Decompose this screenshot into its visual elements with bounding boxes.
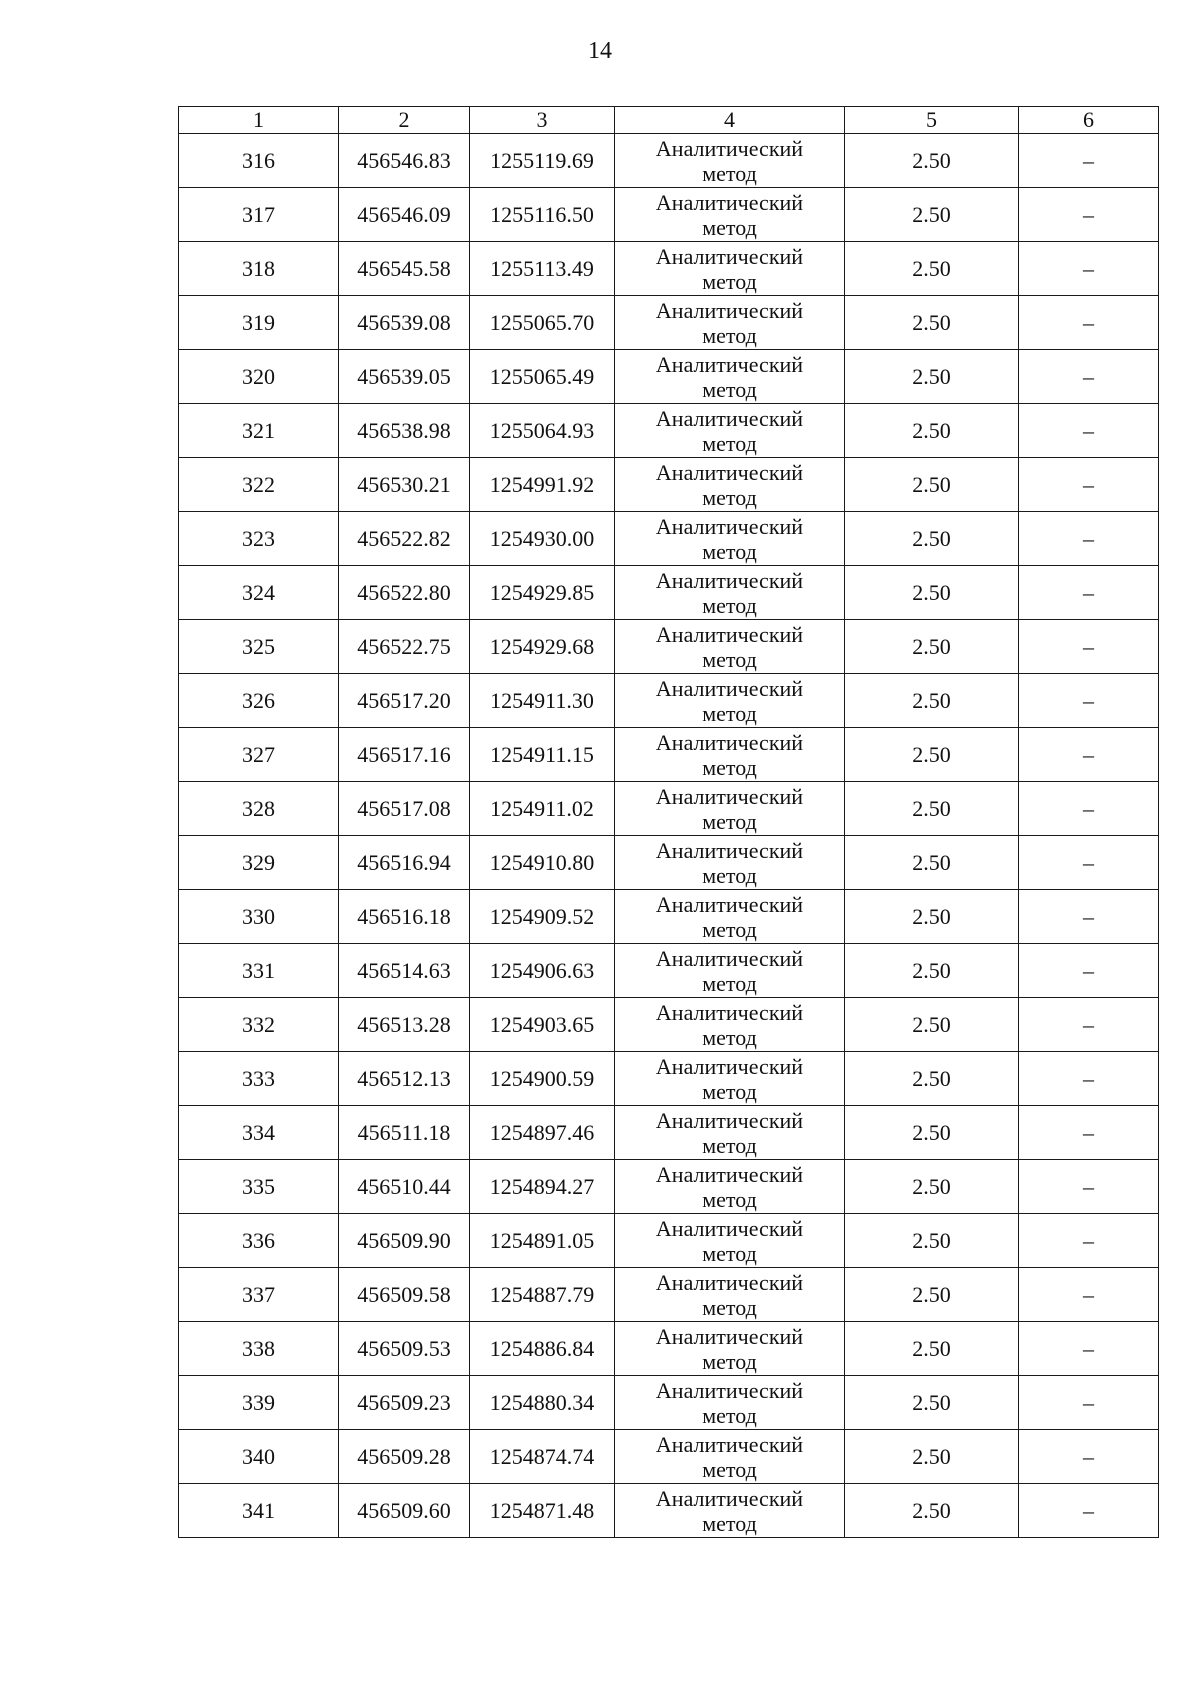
y-coordinate-cell: 1254900.59 bbox=[470, 1052, 615, 1106]
x-coordinate-cell: 456517.16 bbox=[339, 728, 470, 782]
table-row bbox=[179, 404, 1159, 458]
table-row bbox=[179, 1160, 1159, 1214]
y-coordinate-cell: 1255065.70 bbox=[470, 296, 615, 350]
y-coordinate-cell: 1254929.68 bbox=[470, 620, 615, 674]
point-number-cell: 335 bbox=[179, 1160, 339, 1214]
accuracy-cell: 2.50 bbox=[845, 350, 1019, 404]
point-number-cell: 322 bbox=[179, 458, 339, 512]
accuracy-cell: 2.50 bbox=[845, 1268, 1019, 1322]
note-cell: – bbox=[1019, 944, 1159, 998]
method-cell bbox=[615, 1052, 845, 1106]
x-coordinate-cell: 456510.44 bbox=[339, 1160, 470, 1214]
method-cell bbox=[615, 1430, 845, 1484]
method-cell bbox=[615, 944, 845, 998]
point-number-cell: 336 bbox=[179, 1214, 339, 1268]
method-line-2: метод bbox=[702, 970, 757, 996]
note-cell: – bbox=[1019, 1160, 1159, 1214]
x-coordinate-cell: 456538.98 bbox=[339, 404, 470, 458]
accuracy-cell: 2.50 bbox=[845, 836, 1019, 890]
method-cell bbox=[615, 1106, 845, 1160]
method-line-1: Аналитический bbox=[655, 1431, 804, 1457]
x-coordinate-cell: 456514.63 bbox=[339, 944, 470, 998]
method-line-1: Аналитический bbox=[655, 1269, 804, 1295]
y-coordinate-cell: 1254911.30 bbox=[470, 674, 615, 728]
method-cell bbox=[615, 620, 845, 674]
method-line-2: метод bbox=[702, 916, 757, 942]
note-cell: – bbox=[1019, 350, 1159, 404]
table-row bbox=[179, 296, 1159, 350]
y-coordinate-cell: 1254929.85 bbox=[470, 566, 615, 620]
column-header: 2 bbox=[339, 107, 470, 134]
note-cell: – bbox=[1019, 1268, 1159, 1322]
column-header: 6 bbox=[1019, 107, 1159, 134]
accuracy-cell: 2.50 bbox=[845, 782, 1019, 836]
column-header: 3 bbox=[470, 107, 615, 134]
note-cell: – bbox=[1019, 1484, 1159, 1538]
table-header-row bbox=[179, 107, 1159, 134]
y-coordinate-cell: 1254880.34 bbox=[470, 1376, 615, 1430]
point-number-cell: 333 bbox=[179, 1052, 339, 1106]
method-line-2: метод bbox=[702, 1024, 757, 1050]
x-coordinate-cell: 456522.82 bbox=[339, 512, 470, 566]
method-line-1: Аналитический bbox=[655, 459, 804, 485]
table-body bbox=[179, 134, 1159, 1538]
method-line-1: Аналитический bbox=[655, 351, 804, 377]
table-row bbox=[179, 1484, 1159, 1538]
x-coordinate-cell: 456509.60 bbox=[339, 1484, 470, 1538]
x-coordinate-cell: 456517.20 bbox=[339, 674, 470, 728]
method-line-1: Аналитический bbox=[655, 567, 804, 593]
table-row bbox=[179, 836, 1159, 890]
x-coordinate-cell: 456517.08 bbox=[339, 782, 470, 836]
note-cell: – bbox=[1019, 1430, 1159, 1484]
method-cell bbox=[615, 566, 845, 620]
point-number-cell: 339 bbox=[179, 1376, 339, 1430]
table-row bbox=[179, 1430, 1159, 1484]
method-line-2: метод bbox=[702, 430, 757, 456]
x-coordinate-cell: 456539.08 bbox=[339, 296, 470, 350]
accuracy-cell: 2.50 bbox=[845, 998, 1019, 1052]
note-cell: – bbox=[1019, 782, 1159, 836]
point-number-cell: 327 bbox=[179, 728, 339, 782]
note-cell: – bbox=[1019, 890, 1159, 944]
accuracy-cell: 2.50 bbox=[845, 242, 1019, 296]
accuracy-cell: 2.50 bbox=[845, 1376, 1019, 1430]
method-cell bbox=[615, 890, 845, 944]
table-row bbox=[179, 728, 1159, 782]
table-row bbox=[179, 512, 1159, 566]
method-cell bbox=[615, 782, 845, 836]
method-cell bbox=[615, 512, 845, 566]
point-number-cell: 325 bbox=[179, 620, 339, 674]
note-cell: – bbox=[1019, 404, 1159, 458]
note-cell: – bbox=[1019, 188, 1159, 242]
note-cell: – bbox=[1019, 620, 1159, 674]
x-coordinate-cell: 456522.75 bbox=[339, 620, 470, 674]
method-cell bbox=[615, 1376, 845, 1430]
method-line-1: Аналитический bbox=[655, 135, 804, 161]
accuracy-cell: 2.50 bbox=[845, 890, 1019, 944]
accuracy-cell: 2.50 bbox=[845, 458, 1019, 512]
x-coordinate-cell: 456522.80 bbox=[339, 566, 470, 620]
note-cell: – bbox=[1019, 998, 1159, 1052]
accuracy-cell: 2.50 bbox=[845, 1430, 1019, 1484]
note-cell: – bbox=[1019, 566, 1159, 620]
method-line-1: Аналитический bbox=[655, 837, 804, 863]
point-number-cell: 338 bbox=[179, 1322, 339, 1376]
method-line-2: метод bbox=[702, 1078, 757, 1104]
method-line-2: метод bbox=[702, 1456, 757, 1482]
method-line-1: Аналитический bbox=[655, 729, 804, 755]
method-cell bbox=[615, 350, 845, 404]
method-line-1: Аналитический bbox=[655, 675, 804, 701]
x-coordinate-cell: 456539.05 bbox=[339, 350, 470, 404]
y-coordinate-cell: 1255119.69 bbox=[470, 134, 615, 188]
y-coordinate-cell: 1254886.84 bbox=[470, 1322, 615, 1376]
accuracy-cell: 2.50 bbox=[845, 1106, 1019, 1160]
x-coordinate-cell: 456516.18 bbox=[339, 890, 470, 944]
accuracy-cell: 2.50 bbox=[845, 566, 1019, 620]
x-coordinate-cell: 456546.09 bbox=[339, 188, 470, 242]
method-line-1: Аналитический bbox=[655, 783, 804, 809]
table-row bbox=[179, 620, 1159, 674]
method-line-1: Аналитический bbox=[655, 1485, 804, 1511]
method-line-1: Аналитический bbox=[655, 1377, 804, 1403]
method-cell bbox=[615, 728, 845, 782]
method-line-2: метод bbox=[702, 214, 757, 240]
point-number-cell: 324 bbox=[179, 566, 339, 620]
point-number-cell: 321 bbox=[179, 404, 339, 458]
table-row bbox=[179, 242, 1159, 296]
point-number-cell: 326 bbox=[179, 674, 339, 728]
x-coordinate-cell: 456545.58 bbox=[339, 242, 470, 296]
x-coordinate-cell: 456512.13 bbox=[339, 1052, 470, 1106]
method-line-2: метод bbox=[702, 1186, 757, 1212]
point-number-cell: 323 bbox=[179, 512, 339, 566]
y-coordinate-cell: 1255113.49 bbox=[470, 242, 615, 296]
accuracy-cell: 2.50 bbox=[845, 512, 1019, 566]
point-number-cell: 318 bbox=[179, 242, 339, 296]
point-number-cell: 341 bbox=[179, 1484, 339, 1538]
table-row bbox=[179, 998, 1159, 1052]
table-row bbox=[179, 1052, 1159, 1106]
point-number-cell: 316 bbox=[179, 134, 339, 188]
method-line-2: метод bbox=[702, 376, 757, 402]
accuracy-cell: 2.50 bbox=[845, 1484, 1019, 1538]
y-coordinate-cell: 1254911.15 bbox=[470, 728, 615, 782]
table-row bbox=[179, 782, 1159, 836]
accuracy-cell: 2.50 bbox=[845, 296, 1019, 350]
method-cell bbox=[615, 836, 845, 890]
method-line-2: метод bbox=[702, 592, 757, 618]
note-cell: – bbox=[1019, 134, 1159, 188]
note-cell: – bbox=[1019, 1214, 1159, 1268]
method-line-2: метод bbox=[702, 862, 757, 888]
column-header: 5 bbox=[845, 107, 1019, 134]
accuracy-cell: 2.50 bbox=[845, 1052, 1019, 1106]
method-line-1: Аналитический bbox=[655, 189, 804, 215]
method-line-1: Аналитический bbox=[655, 999, 804, 1025]
method-line-2: метод bbox=[702, 268, 757, 294]
x-coordinate-cell: 456509.28 bbox=[339, 1430, 470, 1484]
note-cell: – bbox=[1019, 836, 1159, 890]
method-line-2: метод bbox=[702, 646, 757, 672]
accuracy-cell: 2.50 bbox=[845, 188, 1019, 242]
method-line-1: Аналитический bbox=[655, 243, 804, 269]
method-cell bbox=[615, 134, 845, 188]
method-cell bbox=[615, 404, 845, 458]
method-cell bbox=[615, 296, 845, 350]
method-line-1: Аналитический bbox=[655, 891, 804, 917]
point-number-cell: 331 bbox=[179, 944, 339, 998]
method-line-2: метод bbox=[702, 1402, 757, 1428]
y-coordinate-cell: 1254897.46 bbox=[470, 1106, 615, 1160]
method-line-2: метод bbox=[702, 700, 757, 726]
point-number-cell: 334 bbox=[179, 1106, 339, 1160]
method-line-1: Аналитический bbox=[655, 621, 804, 647]
x-coordinate-cell: 456513.28 bbox=[339, 998, 470, 1052]
y-coordinate-cell: 1254887.79 bbox=[470, 1268, 615, 1322]
y-coordinate-cell: 1255064.93 bbox=[470, 404, 615, 458]
method-line-2: метод bbox=[702, 808, 757, 834]
method-line-1: Аналитический bbox=[655, 1161, 804, 1187]
table-row bbox=[179, 1322, 1159, 1376]
point-number-cell: 330 bbox=[179, 890, 339, 944]
method-line-2: метод bbox=[702, 322, 757, 348]
note-cell: – bbox=[1019, 728, 1159, 782]
x-coordinate-cell: 456511.18 bbox=[339, 1106, 470, 1160]
table-row bbox=[179, 458, 1159, 512]
method-line-1: Аналитический bbox=[655, 297, 804, 323]
note-cell: – bbox=[1019, 1322, 1159, 1376]
method-cell bbox=[615, 1268, 845, 1322]
method-cell bbox=[615, 458, 845, 512]
method-line-1: Аналитический bbox=[655, 1107, 804, 1133]
y-coordinate-cell: 1254991.92 bbox=[470, 458, 615, 512]
y-coordinate-cell: 1254894.27 bbox=[470, 1160, 615, 1214]
accuracy-cell: 2.50 bbox=[845, 620, 1019, 674]
method-cell bbox=[615, 242, 845, 296]
point-number-cell: 340 bbox=[179, 1430, 339, 1484]
note-cell: – bbox=[1019, 1052, 1159, 1106]
note-cell: – bbox=[1019, 512, 1159, 566]
note-cell: – bbox=[1019, 296, 1159, 350]
method-cell bbox=[615, 1484, 845, 1538]
note-cell: – bbox=[1019, 458, 1159, 512]
table-row bbox=[179, 890, 1159, 944]
note-cell: – bbox=[1019, 674, 1159, 728]
method-line-2: метод bbox=[702, 1132, 757, 1158]
method-line-2: метод bbox=[702, 1240, 757, 1266]
x-coordinate-cell: 456509.90 bbox=[339, 1214, 470, 1268]
table-row bbox=[179, 674, 1159, 728]
method-line-1: Аналитический bbox=[655, 405, 804, 431]
method-line-2: метод bbox=[702, 1510, 757, 1536]
method-line-1: Аналитический bbox=[655, 1053, 804, 1079]
method-cell bbox=[615, 674, 845, 728]
accuracy-cell: 2.50 bbox=[845, 134, 1019, 188]
note-cell: – bbox=[1019, 1106, 1159, 1160]
point-number-cell: 332 bbox=[179, 998, 339, 1052]
point-number-cell: 317 bbox=[179, 188, 339, 242]
accuracy-cell: 2.50 bbox=[845, 728, 1019, 782]
accuracy-cell: 2.50 bbox=[845, 1322, 1019, 1376]
method-line-1: Аналитический bbox=[655, 513, 804, 539]
method-line-2: метод bbox=[702, 160, 757, 186]
table-row bbox=[179, 566, 1159, 620]
table-row bbox=[179, 944, 1159, 998]
x-coordinate-cell: 456516.94 bbox=[339, 836, 470, 890]
table-row bbox=[179, 1268, 1159, 1322]
method-line-2: метод bbox=[702, 754, 757, 780]
y-coordinate-cell: 1254903.65 bbox=[470, 998, 615, 1052]
y-coordinate-cell: 1254891.05 bbox=[470, 1214, 615, 1268]
method-cell bbox=[615, 188, 845, 242]
table-row bbox=[179, 1214, 1159, 1268]
accuracy-cell: 2.50 bbox=[845, 404, 1019, 458]
x-coordinate-cell: 456530.21 bbox=[339, 458, 470, 512]
method-line-2: метод bbox=[702, 538, 757, 564]
table-row bbox=[179, 188, 1159, 242]
point-number-cell: 329 bbox=[179, 836, 339, 890]
table-row bbox=[179, 350, 1159, 404]
method-line-2: метод bbox=[702, 1294, 757, 1320]
method-cell bbox=[615, 1214, 845, 1268]
x-coordinate-cell: 456546.83 bbox=[339, 134, 470, 188]
y-coordinate-cell: 1254874.74 bbox=[470, 1430, 615, 1484]
y-coordinate-cell: 1254906.63 bbox=[470, 944, 615, 998]
column-header: 1 bbox=[179, 107, 339, 134]
method-cell bbox=[615, 1322, 845, 1376]
table-row bbox=[179, 1376, 1159, 1430]
method-line-2: метод bbox=[702, 484, 757, 510]
accuracy-cell: 2.50 bbox=[845, 1214, 1019, 1268]
method-line-1: Аналитический bbox=[655, 945, 804, 971]
note-cell: – bbox=[1019, 1376, 1159, 1430]
accuracy-cell: 2.50 bbox=[845, 1160, 1019, 1214]
column-header: 4 bbox=[615, 107, 845, 134]
y-coordinate-cell: 1254910.80 bbox=[470, 836, 615, 890]
y-coordinate-cell: 1255116.50 bbox=[470, 188, 615, 242]
table-row bbox=[179, 134, 1159, 188]
accuracy-cell: 2.50 bbox=[845, 944, 1019, 998]
y-coordinate-cell: 1254871.48 bbox=[470, 1484, 615, 1538]
method-line-1: Аналитический bbox=[655, 1323, 804, 1349]
x-coordinate-cell: 456509.23 bbox=[339, 1376, 470, 1430]
method-cell bbox=[615, 998, 845, 1052]
note-cell: – bbox=[1019, 242, 1159, 296]
point-number-cell: 320 bbox=[179, 350, 339, 404]
coordinates-table bbox=[178, 106, 1159, 1538]
method-line-2: метод bbox=[702, 1348, 757, 1374]
coordinates-table-container bbox=[178, 106, 1158, 1538]
page-number: 14 bbox=[588, 38, 612, 64]
table-row bbox=[179, 1106, 1159, 1160]
point-number-cell: 319 bbox=[179, 296, 339, 350]
y-coordinate-cell: 1255065.49 bbox=[470, 350, 615, 404]
point-number-cell: 337 bbox=[179, 1268, 339, 1322]
method-cell bbox=[615, 1160, 845, 1214]
point-number-cell: 328 bbox=[179, 782, 339, 836]
method-line-1: Аналитический bbox=[655, 1215, 804, 1241]
accuracy-cell: 2.50 bbox=[845, 674, 1019, 728]
y-coordinate-cell: 1254930.00 bbox=[470, 512, 615, 566]
x-coordinate-cell: 456509.58 bbox=[339, 1268, 470, 1322]
y-coordinate-cell: 1254911.02 bbox=[470, 782, 615, 836]
x-coordinate-cell: 456509.53 bbox=[339, 1322, 470, 1376]
y-coordinate-cell: 1254909.52 bbox=[470, 890, 615, 944]
